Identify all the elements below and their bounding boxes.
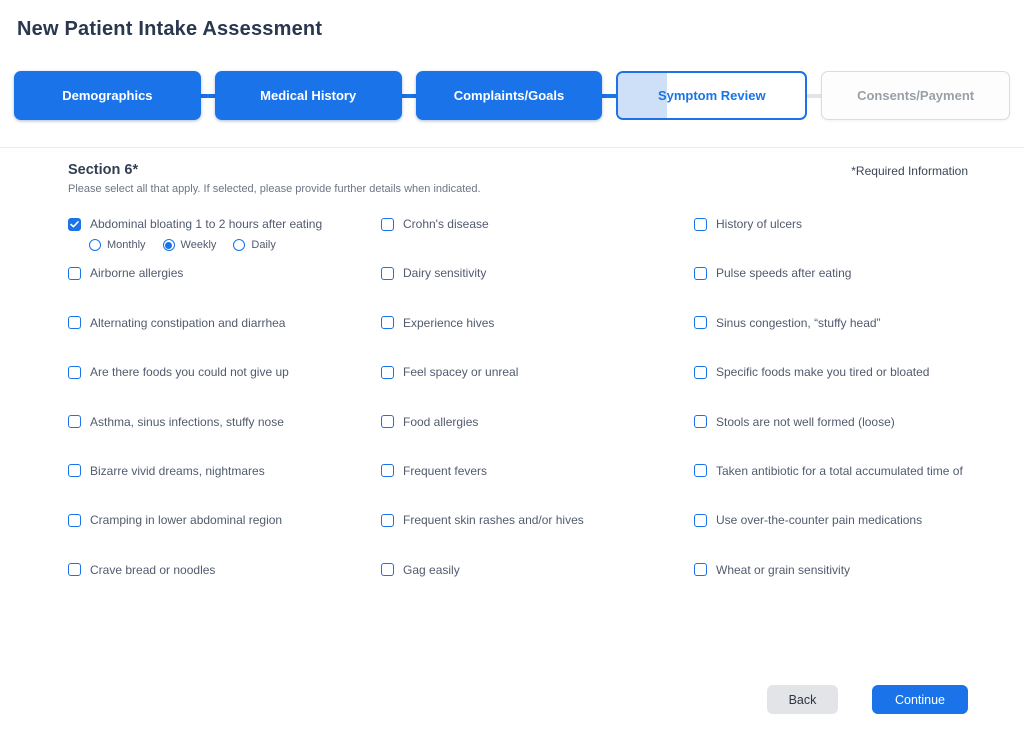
- checkbox-unchecked[interactable]: [381, 563, 394, 576]
- symptom-label: Sinus congestion, “stuffy head”: [716, 315, 881, 330]
- symptom-checkbox-row[interactable]: [68, 316, 285, 330]
- checkbox-checked[interactable]: [68, 218, 81, 231]
- step-label: Medical History: [260, 88, 357, 103]
- step-label: Demographics: [62, 88, 153, 103]
- symptom-checkbox-row[interactable]: [68, 513, 282, 527]
- symptom-label: Pulse speeds after eating: [716, 266, 852, 281]
- checkbox-unchecked[interactable]: [381, 267, 394, 280]
- symptom-checkbox-row[interactable]: [694, 464, 963, 478]
- checkbox-unchecked[interactable]: [68, 415, 81, 428]
- symptom-checkbox-row[interactable]: [381, 266, 486, 280]
- step-complaints-goals[interactable]: [416, 71, 603, 120]
- symptom-label: Abdominal bloating 1 to 2 hours after eating: [90, 217, 323, 231]
- symptom-item: [68, 266, 381, 315]
- symptom-label: Crave bread or noodles: [90, 562, 216, 577]
- symptom-item: [381, 217, 694, 266]
- step-medical-history[interactable]: [215, 71, 402, 120]
- checkbox-unchecked[interactable]: [694, 316, 707, 329]
- back-button[interactable]: Back: [767, 685, 838, 714]
- symptom-label: Frequent skin rashes and/or hives: [403, 513, 584, 528]
- checkbox-unchecked[interactable]: [694, 563, 707, 576]
- symptom-item: [694, 563, 968, 612]
- symptom-label: Feel spacey or unreal: [403, 365, 519, 380]
- symptom-label: Stools are not well formed (loose): [716, 414, 895, 429]
- symptom-item: [694, 415, 968, 464]
- symptom-checkbox-row[interactable]: [381, 415, 478, 429]
- radio-option-label: Daily: [251, 239, 276, 251]
- symptom-label: Experience hives: [403, 315, 495, 330]
- checkbox-unchecked[interactable]: [381, 514, 394, 527]
- checkbox-unchecked[interactable]: [68, 514, 81, 527]
- step-connector: [602, 94, 616, 98]
- checkbox-unchecked[interactable]: [68, 316, 81, 329]
- symptom-checkbox-row[interactable]: [694, 266, 851, 280]
- page-title: New Patient Intake Assessment: [17, 18, 323, 40]
- symptom-label: Alternating constipation and diarrhea: [90, 315, 286, 330]
- checkbox-unchecked[interactable]: [694, 514, 707, 527]
- symptom-checkbox-row[interactable]: [68, 415, 284, 429]
- symptom-checkbox-row[interactable]: [68, 464, 265, 478]
- continue-button[interactable]: Continue: [872, 685, 968, 714]
- radio-option-label: Weekly: [180, 239, 217, 251]
- checkmark-icon: [70, 221, 79, 228]
- symptom-label: Food allergies: [403, 414, 479, 429]
- step-connector: [807, 94, 821, 98]
- symptom-item: [694, 266, 968, 315]
- section-header-left: [68, 162, 481, 195]
- symptom-item: [694, 464, 968, 513]
- symptom-item: [68, 316, 381, 365]
- step-connector: [201, 94, 215, 98]
- radio-selected[interactable]: [163, 239, 175, 251]
- symptom-checkbox-grid: [68, 217, 968, 612]
- symptom-label: Are there foods you could not give up: [90, 365, 289, 380]
- symptom-checkbox-row[interactable]: [694, 563, 850, 577]
- symptom-checkbox-row[interactable]: [694, 513, 922, 527]
- symptom-checkbox-row[interactable]: [68, 266, 183, 280]
- symptom-checkbox-row[interactable]: [68, 563, 215, 577]
- symptom-label: Use over-the-counter pain medications: [716, 513, 923, 528]
- symptom-item: [694, 217, 968, 266]
- symptom-label: Cramping in lower abdominal region: [90, 513, 283, 528]
- section-header: [68, 162, 968, 195]
- checkbox-unchecked[interactable]: [694, 366, 707, 379]
- step-demographics[interactable]: [14, 71, 201, 120]
- checkbox-unchecked[interactable]: [381, 464, 394, 477]
- symptom-checkbox-row[interactable]: [381, 513, 584, 527]
- symptom-item: [68, 464, 381, 513]
- symptom-checkbox-row[interactable]: [68, 217, 322, 231]
- symptom-label: Frequent fevers: [403, 463, 488, 478]
- form-content: [0, 148, 1024, 685]
- radio-option-weekly[interactable]: [163, 239, 217, 251]
- symptom-item: [68, 217, 381, 266]
- symptom-label: Specific foods make you tired or bloated: [716, 365, 930, 380]
- required-information-note: *Required Information: [851, 164, 968, 178]
- footer-actions: [0, 685, 1024, 739]
- symptom-item: [381, 365, 694, 414]
- section-title-text: Section 6: [68, 162, 133, 178]
- checkbox-unchecked[interactable]: [381, 316, 394, 329]
- symptom-item: [381, 563, 694, 612]
- symptom-checkbox-row[interactable]: [68, 365, 289, 379]
- radio-unselected[interactable]: [233, 239, 245, 251]
- checkbox-unchecked[interactable]: [694, 415, 707, 428]
- checkbox-unchecked[interactable]: [694, 267, 707, 280]
- symptom-item: [381, 513, 694, 562]
- stepper: [14, 71, 1010, 120]
- symptom-item: [68, 563, 381, 612]
- symptom-item: [381, 316, 694, 365]
- symptom-checkbox-row[interactable]: [694, 365, 929, 379]
- symptom-item: [68, 415, 381, 464]
- step-label: Consents/Payment: [857, 88, 975, 103]
- symptom-item: [381, 266, 694, 315]
- symptom-label: Wheat or grain sensitivity: [716, 562, 851, 577]
- frequency-radio-group: [89, 239, 276, 251]
- symptom-item: [68, 365, 381, 414]
- checkbox-unchecked[interactable]: [694, 464, 707, 477]
- symptom-item: [381, 464, 694, 513]
- checkbox-unchecked[interactable]: [381, 415, 394, 428]
- symptom-checkbox-row[interactable]: [381, 217, 489, 231]
- symptom-item: [694, 316, 968, 365]
- symptom-label: Dairy sensitivity: [403, 266, 487, 281]
- radio-unselected[interactable]: [89, 239, 101, 251]
- symptom-label: Bizarre vivid dreams, nightmares: [90, 463, 265, 478]
- checkbox-unchecked[interactable]: [68, 366, 81, 379]
- radio-option-daily[interactable]: [233, 239, 275, 251]
- checkbox-unchecked[interactable]: [381, 218, 394, 231]
- checkbox-unchecked[interactable]: [694, 218, 707, 231]
- symptom-item: [68, 513, 381, 562]
- radio-option-monthly[interactable]: [89, 239, 146, 251]
- symptom-label: History of ulcers: [716, 217, 803, 231]
- step-label: Complaints/Goals: [453, 88, 565, 103]
- symptom-checkbox-row[interactable]: [694, 316, 881, 330]
- symptom-label: Asthma, sinus infections, stuffy nose: [90, 414, 284, 429]
- checkbox-unchecked[interactable]: [381, 366, 394, 379]
- symptom-checkbox-row[interactable]: [694, 415, 895, 429]
- symptom-label: Taken antibiotic for a total accumulated time of: [716, 463, 963, 478]
- symptom-label: Crohn's disease: [403, 217, 489, 231]
- step-symptom-review[interactable]: [616, 71, 807, 120]
- step-consents-payment[interactable]: [821, 71, 1010, 120]
- symptom-checkbox-row[interactable]: [381, 563, 460, 577]
- radio-option-label: Monthly: [107, 239, 146, 251]
- checkbox-unchecked[interactable]: [68, 267, 81, 280]
- checkbox-unchecked[interactable]: [68, 464, 81, 477]
- symptom-label: Gag easily: [403, 562, 460, 577]
- symptom-item: [694, 365, 968, 414]
- symptom-item: [381, 415, 694, 464]
- symptom-checkbox-row[interactable]: [694, 217, 802, 231]
- step-connector: [402, 94, 416, 98]
- section-required-marker: *: [132, 162, 139, 178]
- symptom-checkbox-row[interactable]: [381, 316, 494, 330]
- symptom-checkbox-row[interactable]: [381, 365, 518, 379]
- section-subtitle: Please select all that apply. If selected, please provide further details when indicated.: [68, 183, 481, 195]
- symptom-label: Airborne allergies: [90, 266, 184, 281]
- step-label: Symptom Review: [657, 88, 766, 103]
- section-title: [68, 162, 481, 178]
- symptom-checkbox-row[interactable]: [381, 464, 487, 478]
- checkbox-unchecked[interactable]: [68, 563, 81, 576]
- symptom-item: [694, 513, 968, 562]
